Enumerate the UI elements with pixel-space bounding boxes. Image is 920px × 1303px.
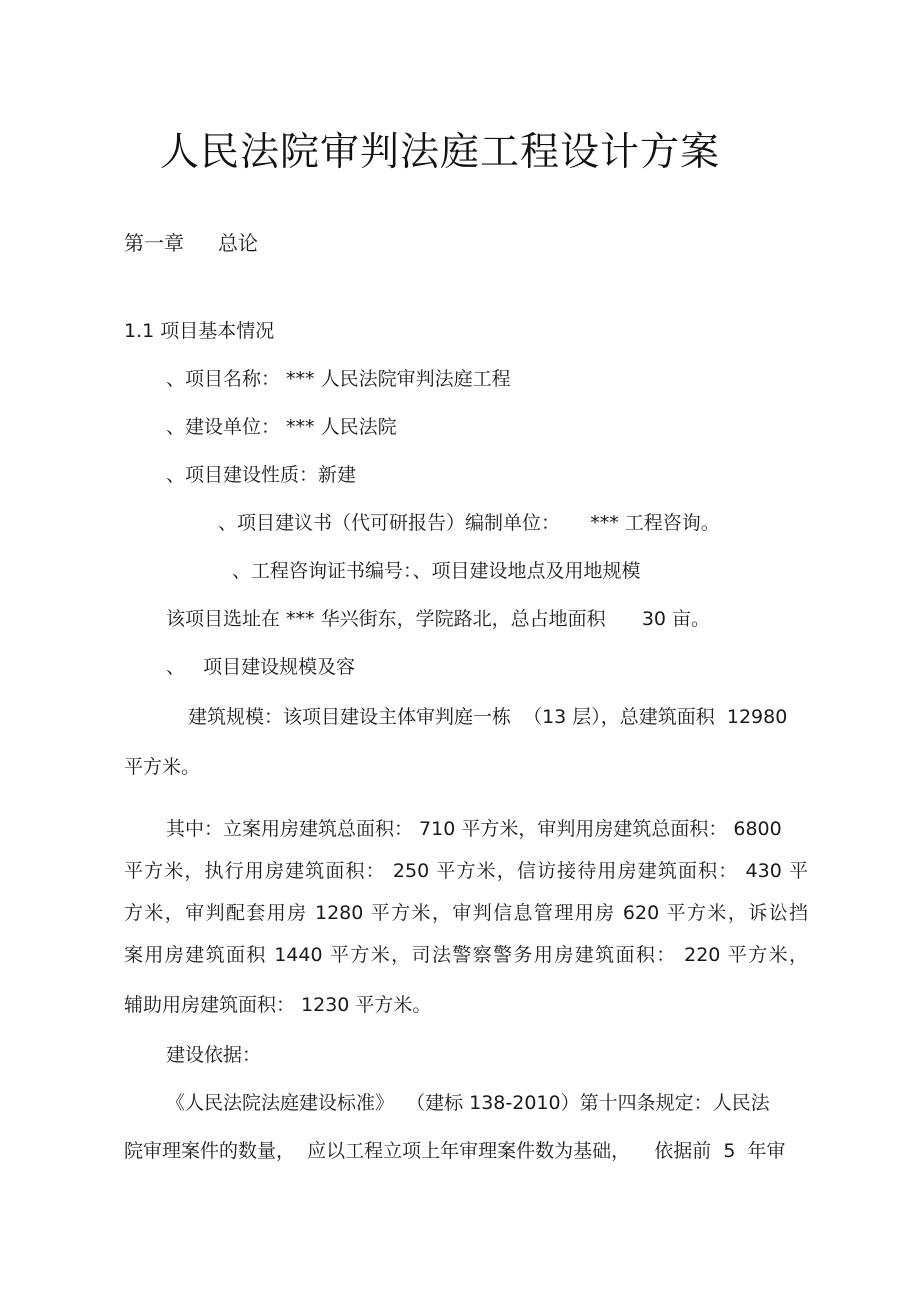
basis-heading: 建设依据： xyxy=(166,1044,262,1066)
chapter-number: 第一章 xyxy=(124,231,184,255)
item-proposal: 、项目建议书（代可研报告）编制单位： *** 工程咨询。 xyxy=(218,512,720,534)
building-scale-line-2: 平方米。 xyxy=(124,756,201,778)
breakdown-line-5: 辅助用房建筑面积： 1230 平方米。 xyxy=(124,994,432,1016)
item-nature: 、项目建设性质：新建 xyxy=(166,464,357,486)
item-scale: 、 项目建设规模及容 xyxy=(166,656,356,678)
document-title: 人民法院审判法庭工程设计方案 xyxy=(160,130,721,175)
item-builder: 、建设单位： *** 人民法院 xyxy=(166,416,397,438)
breakdown-line-2: 平方米，执行用房建筑面积： 250 平方米，信访接待用房建筑面积： 430 平 xyxy=(124,860,808,882)
item-site: 该项目选址在 *** 华兴街东，学院路北，总占地面积 30 亩。 xyxy=(166,608,711,630)
basis-line-2: 院审理案件的数量， 应以工程立项上年审理案件数为基础， 依据前 5 年审 xyxy=(124,1140,786,1162)
chapter-name: 总论 xyxy=(218,231,258,255)
section-heading: 1.1 项目基本情况 xyxy=(124,320,275,342)
chapter-heading xyxy=(124,230,258,256)
basis-line-1: 《人民法院法庭建设标准》 （建标 138-2010）第十四条规定：人民法 xyxy=(166,1092,770,1114)
building-scale-line-1: 建筑规模：该项目建设主体审判庭一栋 （13 层），总建筑面积 12980 xyxy=(188,706,788,728)
item-project-name: 、项目名称： *** 人民法院审判法庭工程 xyxy=(166,368,511,390)
breakdown-line-1: 其中：立案用房建筑总面积： 710 平方米，审判用房建筑总面积： 6800 xyxy=(166,818,782,840)
breakdown-line-3: 方米，审判配套用房 1280 平方米，审判信息管理用房 620 平方米，诉讼挡 xyxy=(124,902,808,924)
breakdown-line-4: 案用房建筑面积 1440 平方米，司法警察警务用房建筑面积： 220 平方米， xyxy=(124,944,808,966)
item-cert: 、工程咨询证书编号：、项目建设地点及用地规模 xyxy=(232,560,641,582)
